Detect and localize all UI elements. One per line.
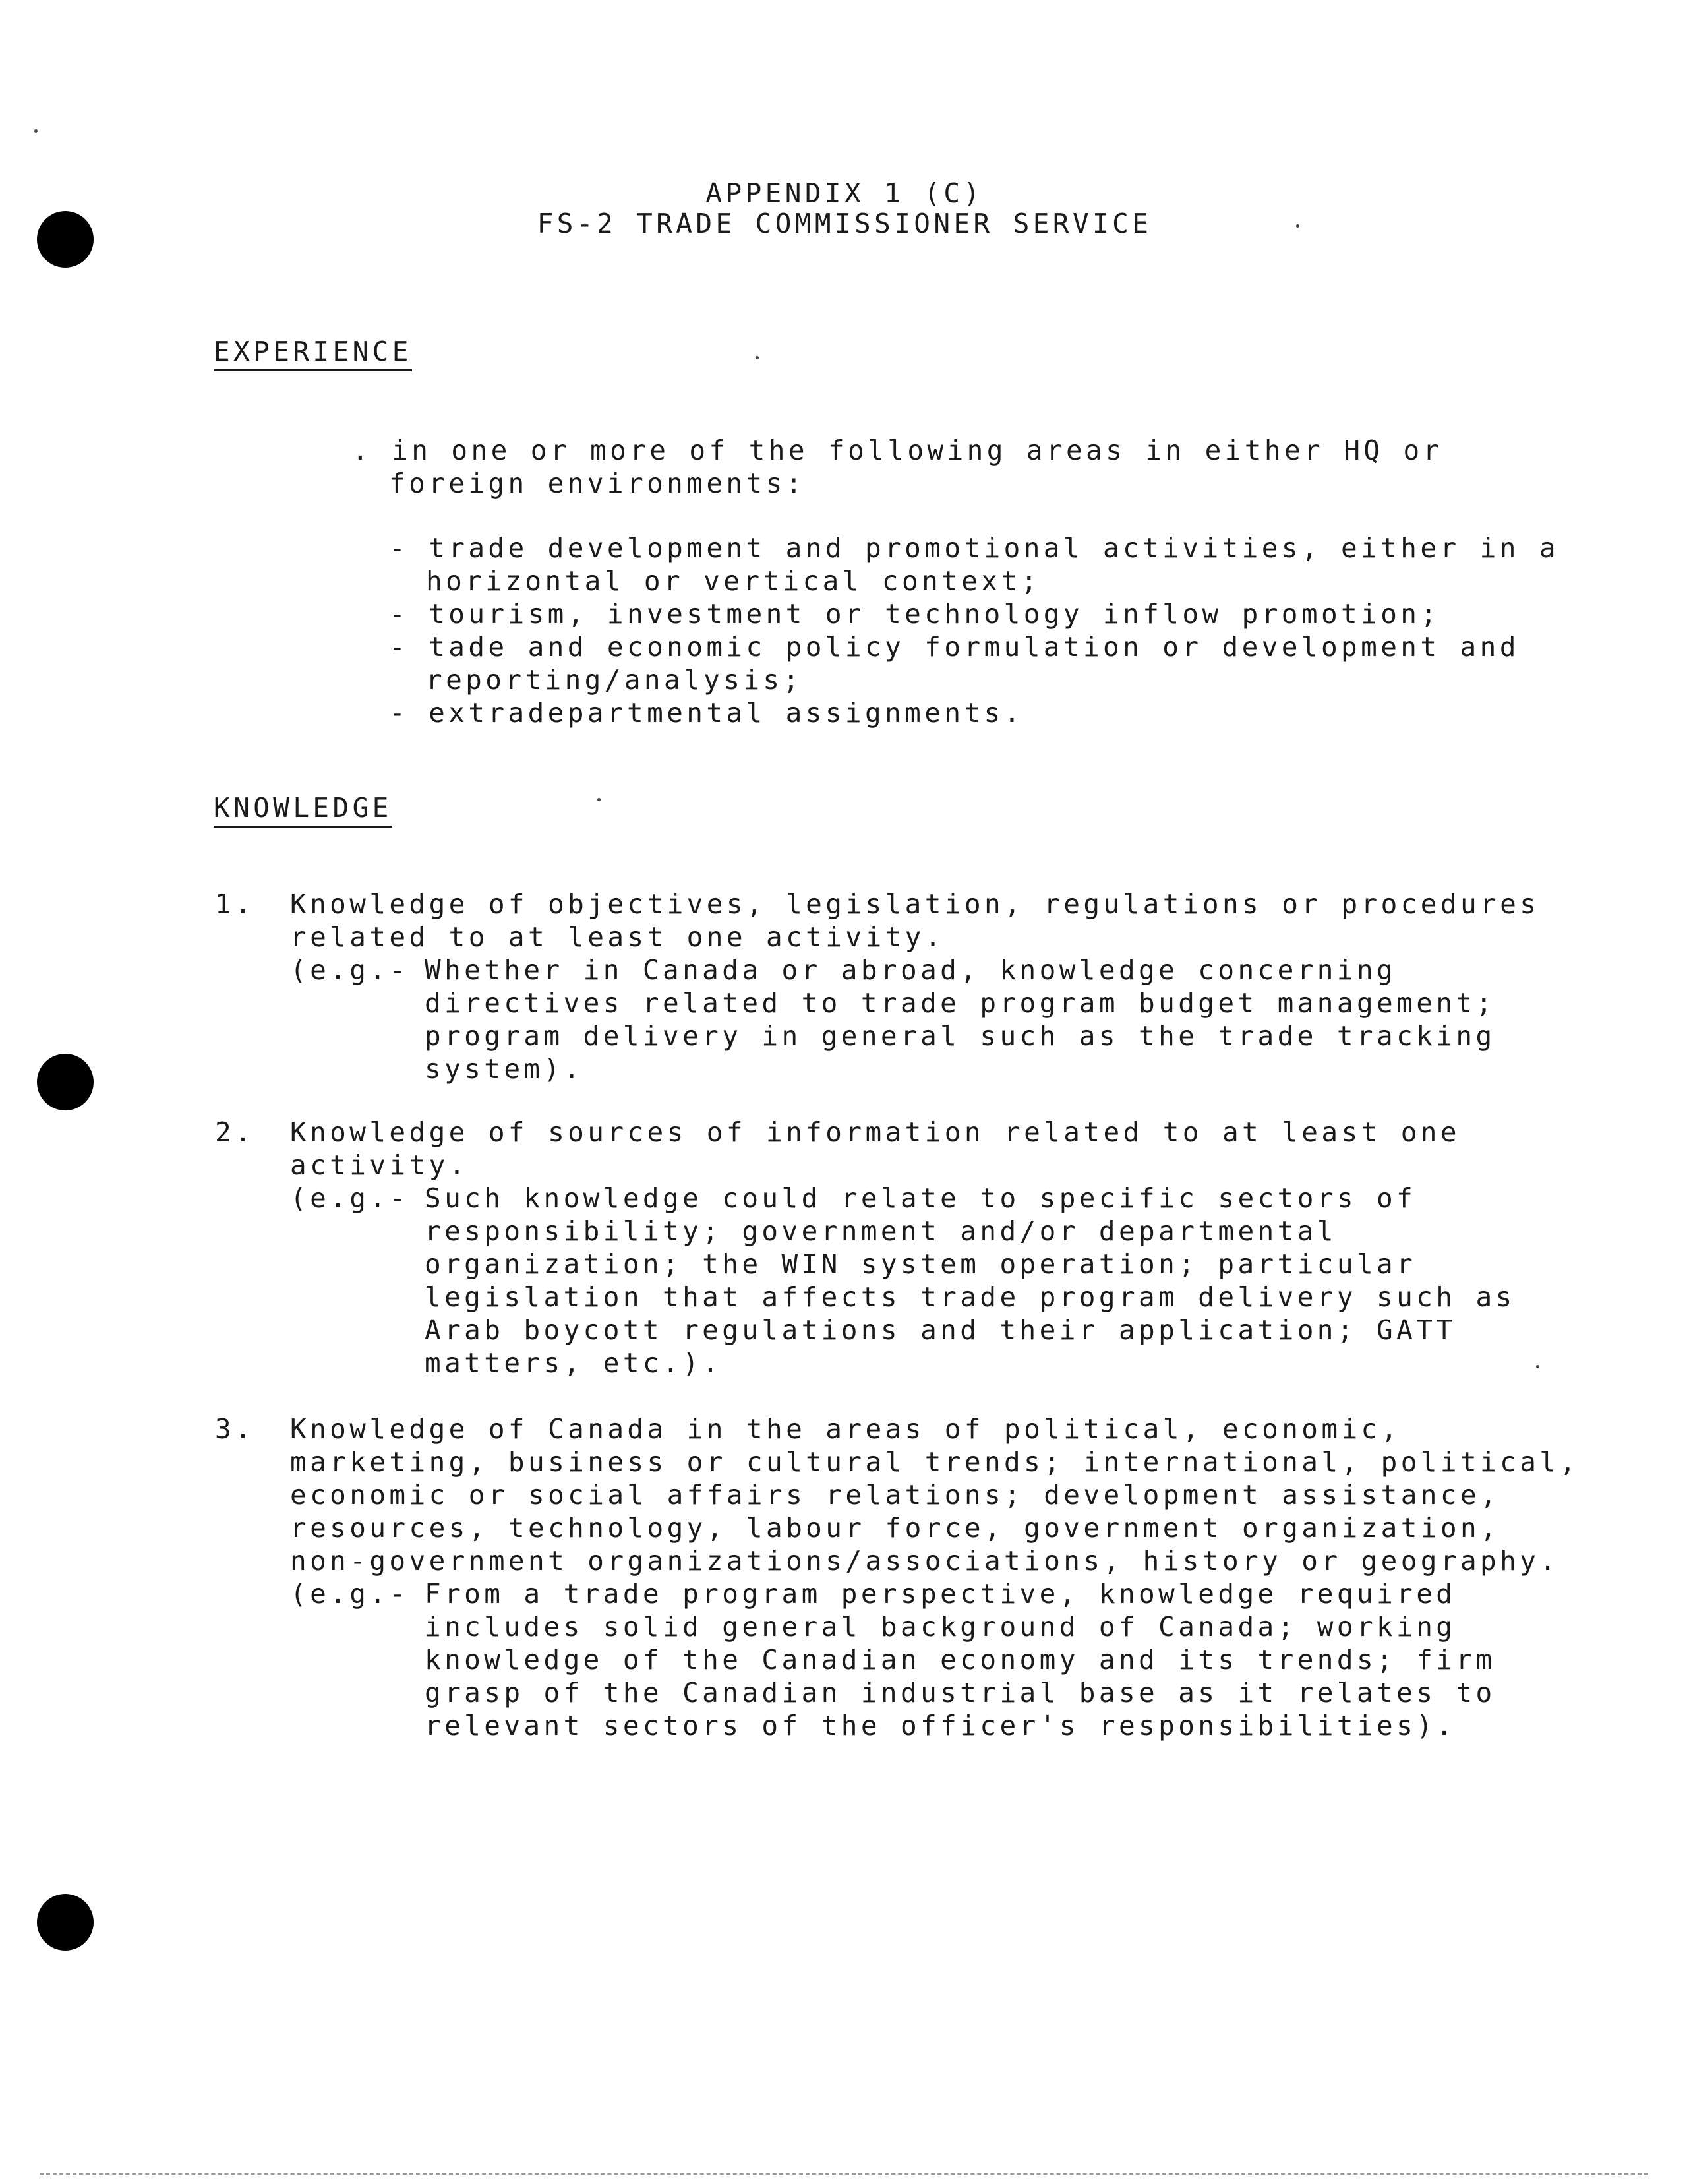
example-text: includes solid general background of Canada; working [425,1611,1456,1643]
knowledge-item-number: 2. [215,1116,255,1148]
example-text: grasp of the Canadian industrial base as it relates to [425,1677,1496,1709]
example-text: directives related to trade program budget management; [425,987,1496,1019]
experience-item: reporting/analysis; [426,664,803,696]
example-text: From a trade program perspective, knowledge required [425,1578,1456,1610]
scan-speck [1536,1365,1539,1368]
example-text: system). [425,1053,583,1085]
knowledge-item-number: 1. [215,888,255,920]
document-title: APPENDIX 1 (C) [705,177,984,209]
punch-hole [37,1894,94,1951]
scan-speck [34,129,38,133]
experience-intro: . in one or more of the following areas in either HQ or [352,435,1443,466]
punch-hole [37,1054,94,1110]
example-prefix: (e.g.- [290,1578,409,1610]
experience-item: - tourism, investment or technology inflow promotion; [389,598,1440,630]
knowledge-item-text: marketing, business or cultural trends; international, political, [290,1446,1580,1478]
scan-speck [756,356,759,359]
knowledge-item-text: activity. [290,1149,469,1181]
knowledge-item-number: 3. [215,1413,255,1445]
example-text: Whether in Canada or abroad, knowledge concerning [425,954,1397,986]
knowledge-item-text: Knowledge of Canada in the areas of political, economic, [290,1413,1401,1445]
knowledge-item-text: resources, technology, labour force, government organization, [290,1512,1500,1544]
example-text: responsibility; government and/or departmental [425,1215,1337,1247]
knowledge-item-text: related to at least one activity. [290,921,945,953]
example-text: relevant sectors of the officer's responsibilities). [425,1710,1456,1742]
example-text: organization; the WIN system operation; particular [425,1248,1417,1280]
document-subtitle: FS-2 TRADE COMMISSIONER SERVICE [537,208,1152,239]
scan-speck [597,798,601,801]
example-text: legislation that affects trade program delivery such as [425,1281,1516,1313]
knowledge-item-text: non-government organizations/associations, history or geography. [290,1545,1560,1577]
example-text: matters, etc.). [425,1347,723,1379]
experience-item: - trade development and promotional activities, either in a [389,532,1559,564]
knowledge-item-text: Knowledge of objectives, legislation, regulations or procedures [290,888,1540,920]
example-prefix: (e.g.- [290,954,409,986]
example-text: Arab boycott regulations and their application; GATT [425,1314,1456,1346]
knowledge-item-text: economic or social affairs relations; development assistance, [290,1479,1500,1511]
knowledge-item-text: Knowledge of sources of information related to at least one [290,1116,1460,1148]
experience-intro: foreign environments: [389,468,806,499]
example-text: Such knowledge could relate to specific sectors of [425,1182,1417,1214]
section-heading-knowledge: KNOWLEDGE [214,791,392,828]
section-heading-experience: EXPERIENCE [214,335,412,371]
experience-item: horizontal or vertical context; [426,565,1041,597]
experience-item: - tade and economic policy formulation or development and [389,631,1520,663]
example-text: program delivery in general such as the trade tracking [425,1020,1496,1052]
example-prefix: (e.g.- [290,1182,409,1214]
page-edge-rule [40,2173,1648,2175]
example-text: knowledge of the Canadian economy and its trends; firm [425,1644,1496,1676]
experience-item: - extradepartmental assignments. [389,697,1024,729]
